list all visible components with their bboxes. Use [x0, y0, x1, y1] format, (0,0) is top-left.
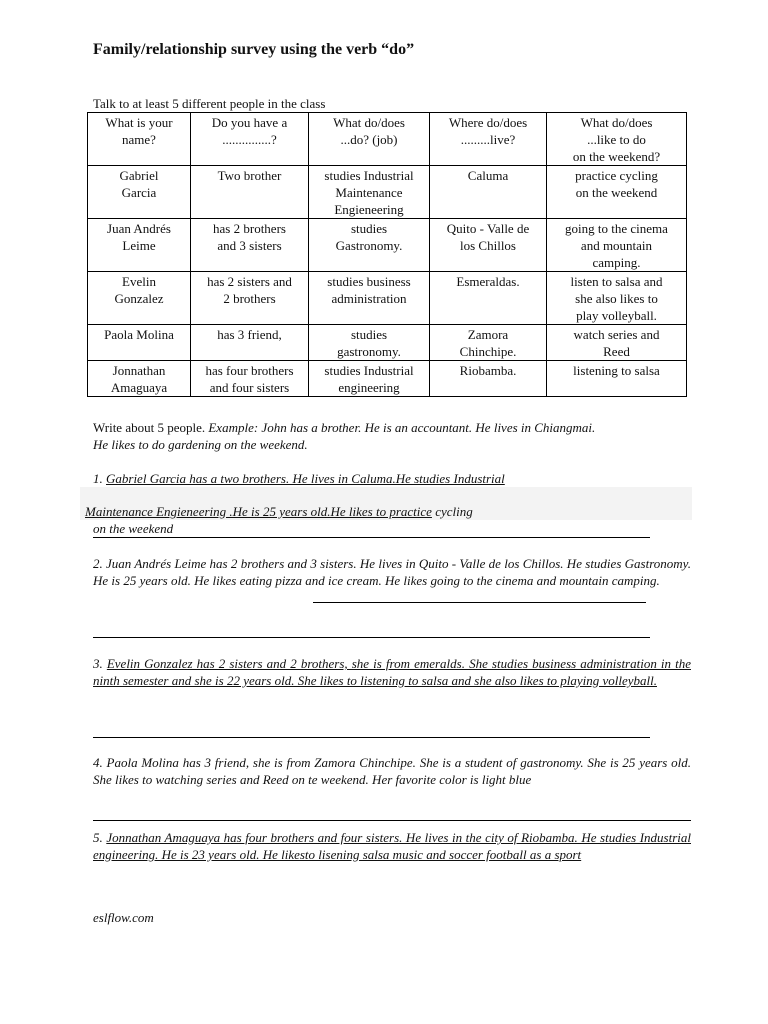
answer-rule	[93, 637, 650, 638]
table-header-row	[88, 113, 687, 166]
answer-rule	[313, 602, 646, 603]
entry-5	[93, 829, 691, 863]
page-title: Family/relationship survey using the verb “do”	[93, 41, 415, 58]
table-cell: studies Industrial engineering	[309, 361, 430, 397]
table-cell: studies Industrial Maintenance Engieneering	[309, 166, 430, 219]
table-cell: Zamora Chinchipe.	[430, 325, 547, 361]
table-cell: listen to salsa and she also likes to play volleyball.	[547, 272, 687, 325]
entry-text: Maintenance Engieneering .He is 25 years old.He likes to practice	[85, 504, 432, 519]
table-row	[88, 166, 687, 219]
entry-3	[93, 655, 691, 689]
table-cell: listening to salsa	[547, 361, 687, 397]
header-job: What do/does ...do? (job)	[309, 113, 430, 166]
table-cell: Quito - Valle de los Chillos	[430, 219, 547, 272]
entry-1-line-1	[93, 470, 691, 487]
table-cell: studies business administration	[309, 272, 430, 325]
instruction-lead: Write about 5 people.	[93, 420, 206, 435]
entry-text: Gabriel Garcia has a two brothers. He lives in Caluma.He studies Industrial	[106, 471, 505, 486]
entry-text: Evelin Gonzalez has 2 sisters and 2 brothers, she is from emeralds. She studies business administration in the ninth semester and she is 22 years old. She likes to listening to salsa and she also likes to playing volleyball.	[93, 656, 691, 688]
intro-text: Talk to at least 5 different people in the class	[93, 96, 326, 111]
entry-text: on the weekend	[93, 521, 174, 536]
table-row	[88, 272, 687, 325]
instructions	[93, 419, 613, 453]
table-cell: watch series and Reed	[547, 325, 687, 361]
table-cell: Juan Andrés Leime	[88, 219, 191, 272]
footer-source: eslflow.com	[93, 910, 154, 925]
table-cell: Caluma	[430, 166, 547, 219]
table-cell: has 2 brothers and 3 sisters	[191, 219, 309, 272]
table-row	[88, 325, 687, 361]
table-cell: has 2 sisters and 2 brothers	[191, 272, 309, 325]
table-cell: Gabriel Garcia	[88, 166, 191, 219]
entry-1-line-2	[85, 503, 683, 520]
table-cell: Esmeraldas.	[430, 272, 547, 325]
table-cell: practice cycling on the weekend	[547, 166, 687, 219]
header-have: Do you have a ...............?	[191, 113, 309, 166]
table-row	[88, 361, 687, 397]
table-row	[88, 219, 687, 272]
table-cell: Two brother	[191, 166, 309, 219]
answer-rule	[93, 537, 650, 538]
entry-1-line-3	[93, 520, 691, 537]
entry-4: 4. Paola Molina has 3 friend, she is from Zamora Chinchipe. She is a student of gastronomy. She is 25 years old. She likes to watching series and Reed on te weekend. Her favorite color is light blue	[93, 755, 691, 787]
table-cell: has four brothers and four sisters	[191, 361, 309, 397]
table-cell: Paola Molina	[88, 325, 191, 361]
header-live: Where do/does .........live?	[430, 113, 547, 166]
table-cell: studies gastronomy.	[309, 325, 430, 361]
table-cell: Evelin Gonzalez	[88, 272, 191, 325]
header-name: What is your name?	[88, 113, 191, 166]
header-weekend: What do/does ...like to do on the weekend?	[547, 113, 687, 166]
table-cell: Riobamba.	[430, 361, 547, 397]
instruction-example: Example: John has a brother. He is an accountant. He lives in Chiangmai. He likes to do gardening on the weekend.	[93, 420, 596, 452]
entry-text: cycling	[435, 504, 473, 519]
entry-number: 5.	[93, 830, 103, 845]
table-cell: has 3 friend,	[191, 325, 309, 361]
table-cell: going to the cinema and mountain camping.	[547, 219, 687, 272]
table-cell: studies Gastronomy.	[309, 219, 430, 272]
entry-2: 2. Juan Andrés Leime has 2 brothers and 3 sisters. He lives in Quito - Valle de los Chillos. He studies Gastronomy. He is 25 years old. He likes eating pizza and ice cream. He likes going to the cinema and mountain camping.	[93, 556, 691, 588]
table-cell: Jonnathan Amaguaya	[88, 361, 191, 397]
survey-table	[87, 112, 687, 397]
entry-number: 1.	[93, 471, 103, 486]
answer-rule	[93, 820, 691, 821]
entry-text: Jonnathan Amaguaya has four brothers and four sisters. He lives in the city of Riobamba. He studies Industrial engineering. He is 23 years old. He likesto lisening salsa music and soccer football as a sport	[93, 830, 691, 862]
entry-number: 3.	[93, 656, 103, 671]
answer-rule	[93, 737, 650, 738]
